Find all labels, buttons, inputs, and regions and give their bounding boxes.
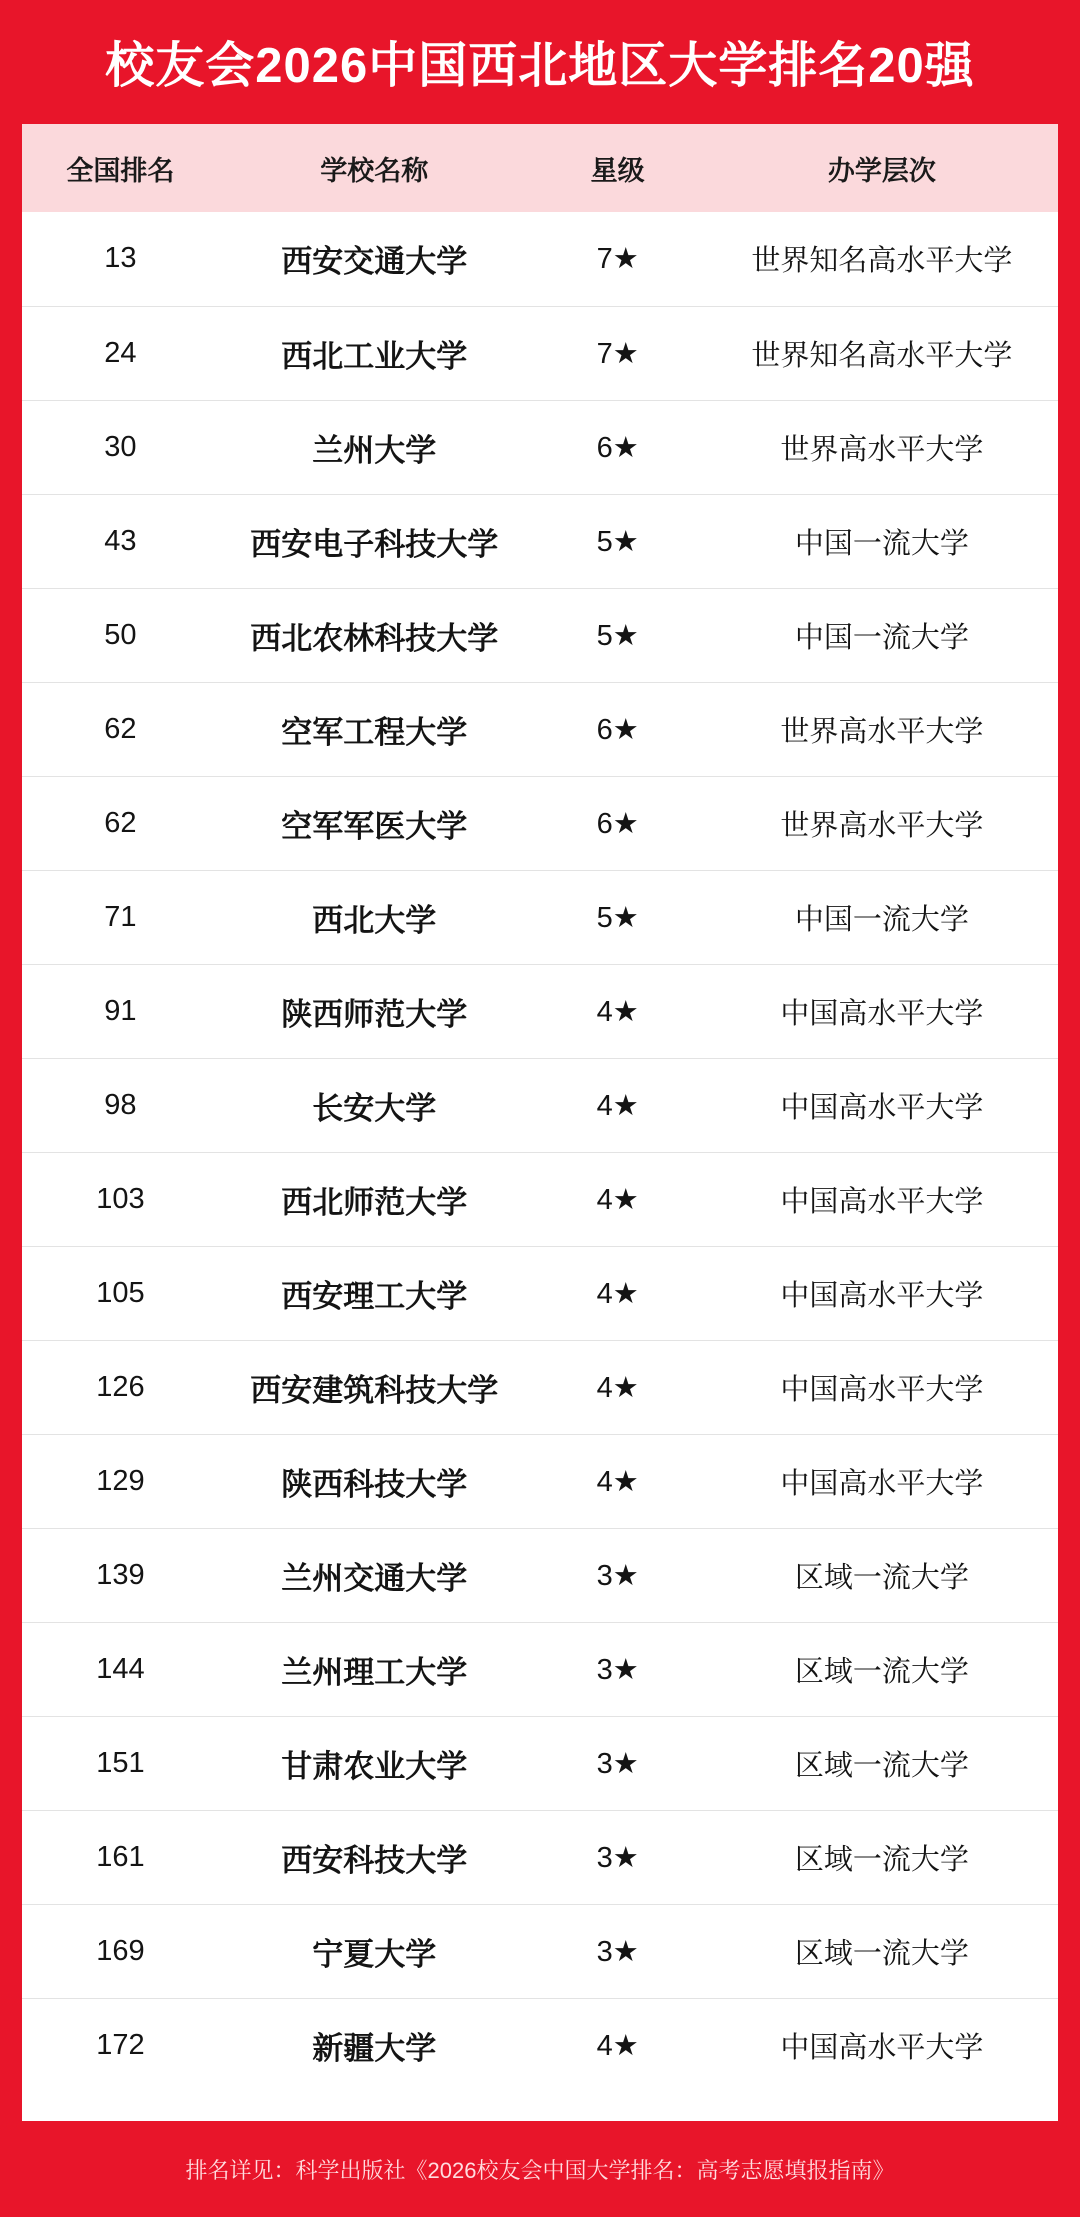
cell-rank: 24	[22, 306, 219, 400]
table-row	[22, 1810, 1058, 1904]
poster-header	[0, 0, 1080, 124]
table-row	[22, 682, 1058, 776]
cell-level: 中国高水平大学	[706, 964, 1058, 1058]
ranking-table	[22, 124, 1058, 2092]
cell-rank: 62	[22, 776, 219, 870]
cell-level: 中国高水平大学	[706, 1246, 1058, 1340]
cell-level: 中国高水平大学	[706, 1434, 1058, 1528]
cell-star: 4★	[530, 1246, 706, 1340]
table-row	[22, 1434, 1058, 1528]
cell-school: 西北工业大学	[219, 306, 530, 400]
cell-school: 陕西科技大学	[219, 1434, 530, 1528]
cell-rank: 169	[22, 1904, 219, 1998]
page-title: 校友会2026中国西北地区大学排名20强	[105, 39, 975, 93]
cell-star: 6★	[530, 682, 706, 776]
cell-rank: 71	[22, 870, 219, 964]
column-header-rank: 全国排名	[22, 124, 219, 212]
cell-star: 4★	[530, 1058, 706, 1152]
column-header-star: 星级	[530, 124, 706, 212]
cell-level: 世界知名高水平大学	[706, 212, 1058, 306]
cell-school: 西安电子科技大学	[219, 494, 530, 588]
table-row	[22, 400, 1058, 494]
table-row	[22, 1058, 1058, 1152]
table-row	[22, 870, 1058, 964]
ranking-table-container	[22, 124, 1058, 2121]
source-note: 排名详见：科学出版社《2026校友会中国大学排名：高考志愿填报指南》	[185, 2157, 895, 2183]
cell-school: 兰州大学	[219, 400, 530, 494]
cell-rank: 126	[22, 1340, 219, 1434]
cell-star: 7★	[530, 306, 706, 400]
table-row	[22, 1246, 1058, 1340]
table-row	[22, 494, 1058, 588]
table-row	[22, 776, 1058, 870]
table-row	[22, 306, 1058, 400]
cell-rank: 105	[22, 1246, 219, 1340]
cell-level: 中国高水平大学	[706, 1152, 1058, 1246]
cell-school: 空军工程大学	[219, 682, 530, 776]
cell-star: 6★	[530, 400, 706, 494]
cell-school: 甘肃农业大学	[219, 1716, 530, 1810]
table-row	[22, 964, 1058, 1058]
cell-rank: 62	[22, 682, 219, 776]
cell-star: 4★	[530, 1152, 706, 1246]
cell-level: 世界高水平大学	[706, 776, 1058, 870]
cell-level: 中国一流大学	[706, 870, 1058, 964]
cell-rank: 139	[22, 1528, 219, 1622]
table-body	[22, 212, 1058, 2092]
cell-rank: 43	[22, 494, 219, 588]
cell-school: 西北农林科技大学	[219, 588, 530, 682]
table-row	[22, 1998, 1058, 2092]
cell-school: 西北大学	[219, 870, 530, 964]
table-row	[22, 1528, 1058, 1622]
cell-school: 西安理工大学	[219, 1246, 530, 1340]
cell-rank: 98	[22, 1058, 219, 1152]
cell-star: 3★	[530, 1810, 706, 1904]
cell-level: 世界高水平大学	[706, 400, 1058, 494]
cell-level: 中国一流大学	[706, 588, 1058, 682]
cell-school: 兰州理工大学	[219, 1622, 530, 1716]
cell-rank: 30	[22, 400, 219, 494]
cell-rank: 129	[22, 1434, 219, 1528]
cell-rank: 172	[22, 1998, 219, 2092]
cell-level: 中国高水平大学	[706, 1998, 1058, 2092]
table-row	[22, 212, 1058, 306]
cell-school: 长安大学	[219, 1058, 530, 1152]
cell-star: 5★	[530, 588, 706, 682]
cell-school: 西安建筑科技大学	[219, 1340, 530, 1434]
cell-rank: 103	[22, 1152, 219, 1246]
cell-level: 区域一流大学	[706, 1528, 1058, 1622]
cell-star: 3★	[530, 1904, 706, 1998]
cell-rank: 91	[22, 964, 219, 1058]
cell-star: 4★	[530, 1434, 706, 1528]
cell-school: 宁夏大学	[219, 1904, 530, 1998]
cell-level: 中国高水平大学	[706, 1058, 1058, 1152]
cell-level: 中国高水平大学	[706, 1340, 1058, 1434]
cell-school: 西安科技大学	[219, 1810, 530, 1904]
table-row	[22, 1904, 1058, 1998]
cell-star: 4★	[530, 1998, 706, 2092]
cell-school: 西安交通大学	[219, 212, 530, 306]
cell-star: 3★	[530, 1716, 706, 1810]
cell-school: 兰州交通大学	[219, 1528, 530, 1622]
column-header-level: 办学层次	[706, 124, 1058, 212]
cell-level: 中国一流大学	[706, 494, 1058, 588]
cell-school: 西北师范大学	[219, 1152, 530, 1246]
table-row	[22, 1340, 1058, 1434]
cell-level: 世界知名高水平大学	[706, 306, 1058, 400]
cell-star: 6★	[530, 776, 706, 870]
cell-rank: 161	[22, 1810, 219, 1904]
cell-school: 新疆大学	[219, 1998, 530, 2092]
table-row	[22, 588, 1058, 682]
table-row	[22, 1152, 1058, 1246]
cell-level: 世界高水平大学	[706, 682, 1058, 776]
cell-rank: 144	[22, 1622, 219, 1716]
cell-rank: 50	[22, 588, 219, 682]
cell-star: 5★	[530, 494, 706, 588]
cell-star: 5★	[530, 870, 706, 964]
cell-star: 3★	[530, 1622, 706, 1716]
cell-rank: 151	[22, 1716, 219, 1810]
cell-star: 4★	[530, 1340, 706, 1434]
cell-rank: 13	[22, 212, 219, 306]
cell-school: 陕西师范大学	[219, 964, 530, 1058]
cell-star: 3★	[530, 1528, 706, 1622]
table-row	[22, 1716, 1058, 1810]
poster-footer	[0, 2121, 1080, 2217]
table-header-row	[22, 124, 1058, 212]
cell-star: 7★	[530, 212, 706, 306]
column-header-school: 学校名称	[219, 124, 530, 212]
table-row	[22, 1622, 1058, 1716]
cell-level: 区域一流大学	[706, 1716, 1058, 1810]
table-header	[22, 124, 1058, 212]
cell-level: 区域一流大学	[706, 1904, 1058, 1998]
cell-star: 4★	[530, 964, 706, 1058]
cell-level: 区域一流大学	[706, 1810, 1058, 1904]
cell-school: 空军军医大学	[219, 776, 530, 870]
cell-level: 区域一流大学	[706, 1622, 1058, 1716]
